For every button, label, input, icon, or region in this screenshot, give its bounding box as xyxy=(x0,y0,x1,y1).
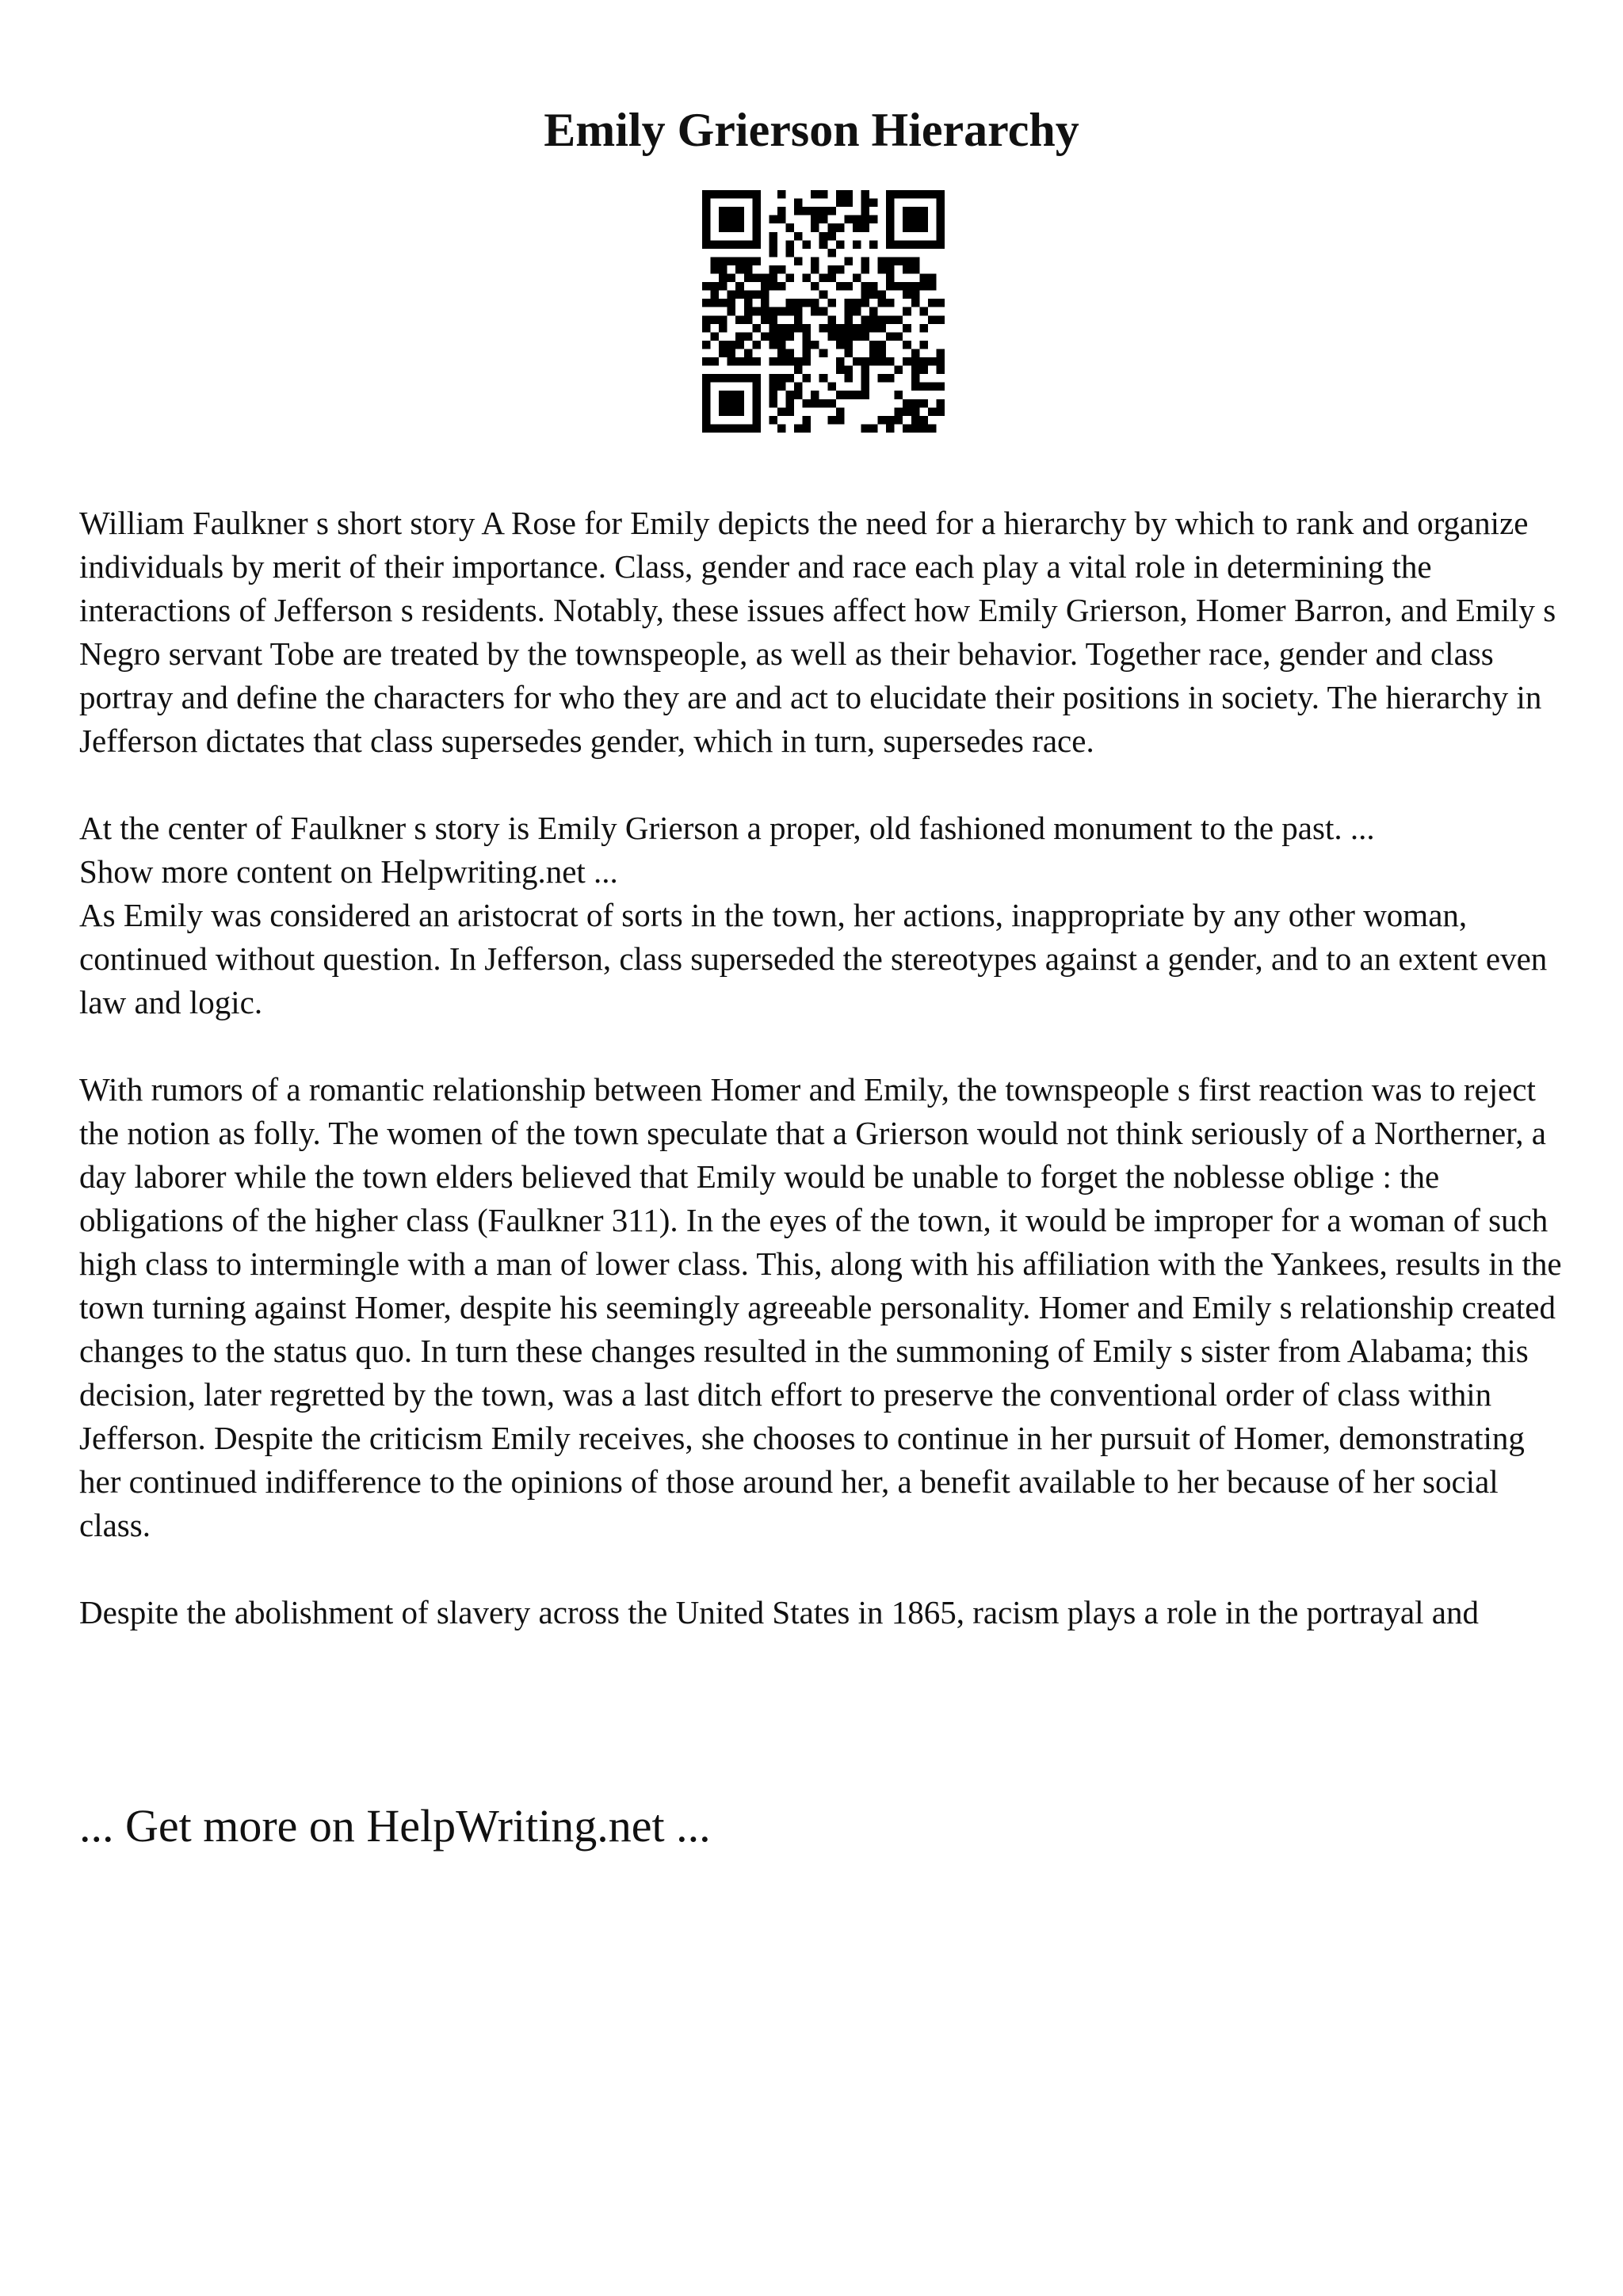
paragraph-aristocrat: As Emily was considered an aristocrat of sorts in the town, her actions, inappropriate by any other woman, continued without question. In Jefferson, class superseded the stereotypes against a gender, and to an extent even law and logic. xyxy=(79,897,1548,1020)
paragraph-slavery: Despite the abolishment of slavery across the United States in 1865, racism plays a role in the portrayal and xyxy=(79,1594,1479,1630)
qr-code xyxy=(702,190,945,433)
get-more-link[interactable]: ... Get more on HelpWriting.net ... xyxy=(79,1800,711,1852)
paragraph-intro: William Faulkner s short story A Rose for Emily depicts the need for a hierarchy by which to rank and organize individuals by merit of their importance. Class, gender and race each play a vital role in determining the interactions of Jefferson s residents. Notably, these issues affect how Emily Grierson, Homer Barron, and Emily s Negro servant Tobe are treated by the townspeople, as well as their behavior. Together race, gender and class portray and define the characters for who they are and act to elucidate their positions in society. The hierarchy in Jefferson dictates that class supersedes gender, which in turn, supersedes race. xyxy=(79,505,1556,759)
paragraph-center: At the center of Faulkner s story is Emily Grierson a proper, old fashioned monument to the past. ... xyxy=(79,810,1375,846)
article-body xyxy=(79,502,1569,1634)
paragraph-rumors: With rumors of a romantic relationship between Homer and Emily, the townspeople s first reaction was to reject the notion as folly. The women of the town speculate that a Grierson would not think seriously of a Northerner, a day laborer while the town elders believed that Emily would be unable to forget the noblesse oblige : the obligations of the higher class (Faulkner 311). In the eyes of the town, it would be improper for a woman of such high class to intermingle with a man of lower class. This, along with his affiliation with the Yankees, results in the town turning against Homer, despite his seemingly agreeable personality. Homer and Emily s relationship created changes to the status quo. In turn these changes resulted in the summoning of Emily s sister from Alabama; this decision, later regretted by the town, was a last ditch effort to preserve the conventional order of class within Jefferson. Despite the criticism Emily receives, she chooses to continue in her pursuit of Homer, demonstrating her continued indifference to the opinions of those around her, a benefit available to her because of her social class. xyxy=(79,1071,1562,1543)
show-more-link[interactable]: Show more content on Helpwriting.net ... xyxy=(79,853,618,890)
page-title: Emily Grierson Hierarchy xyxy=(544,104,1079,156)
